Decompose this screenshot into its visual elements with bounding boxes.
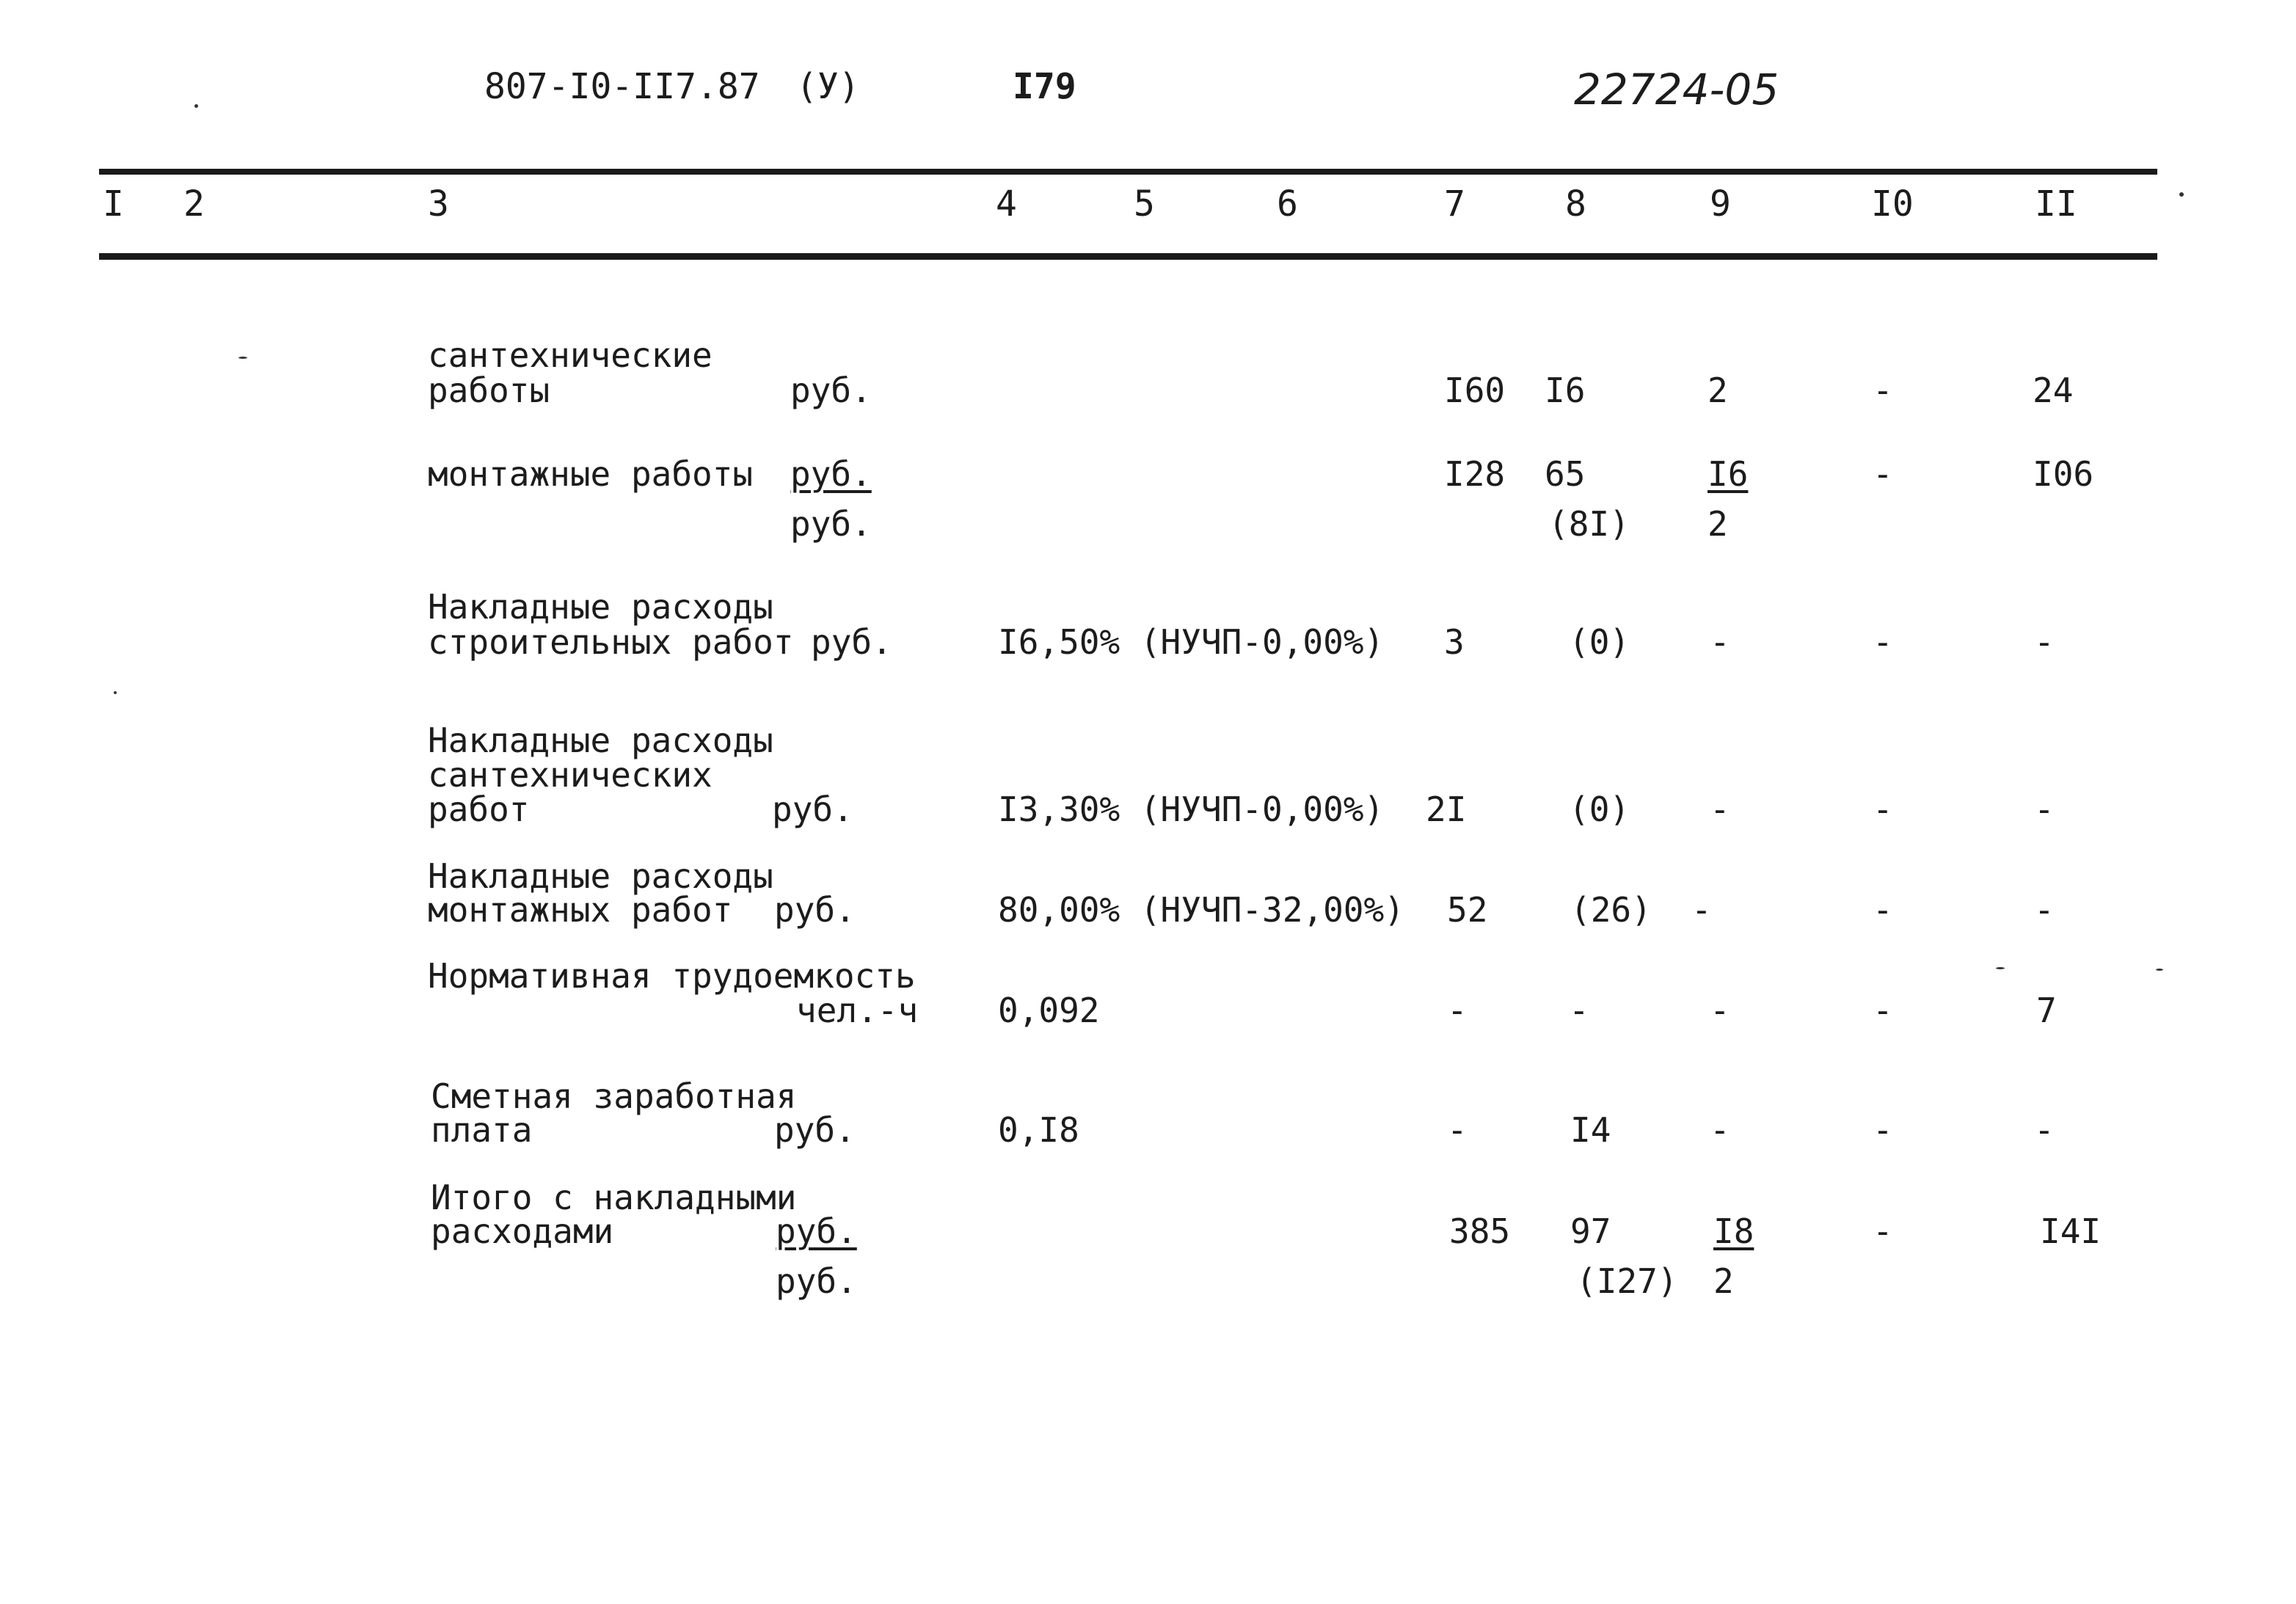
- row-unit: руб.: [772, 790, 853, 829]
- row-name-line: Накладные расходы: [428, 587, 773, 627]
- cell-col-8: 97: [1570, 1211, 1611, 1251]
- cell-col-8: (26): [1570, 890, 1652, 930]
- row-name-line: монтажных работ: [428, 890, 733, 930]
- column-header-1: I: [103, 183, 124, 225]
- column-header-8: 8: [1565, 183, 1586, 225]
- cell-col-9: 2: [1708, 371, 1728, 410]
- cell-col-9: -: [1710, 1110, 1730, 1150]
- cell-col-8: (0): [1569, 622, 1630, 662]
- cell-col-8: I6: [1545, 371, 1586, 410]
- column-header-7: 7: [1444, 183, 1465, 225]
- cell-col-8: I4: [1570, 1110, 1611, 1150]
- row-unit-sub: руб.: [776, 1261, 857, 1301]
- cell-col-8-sub: (8I): [1548, 504, 1630, 544]
- cell-col-8: 65: [1545, 454, 1586, 494]
- row-unit: руб.: [790, 371, 872, 410]
- cell-col-8: -: [1569, 991, 1589, 1030]
- row-name-line: работ: [428, 790, 530, 829]
- row-name-line: плата: [431, 1110, 533, 1150]
- row-unit: руб.: [776, 1211, 857, 1251]
- cell-col-9: I8: [1713, 1211, 1754, 1251]
- row-name-line: строительных работ: [428, 622, 794, 662]
- row-name-line: Нормативная трудоемкость: [428, 956, 916, 996]
- cell-col-10: -: [1873, 371, 1893, 410]
- row-norm: 80,00% (НУЧП-32,00%): [998, 890, 1404, 930]
- row-name-line: Накладные расходы: [428, 721, 773, 760]
- cell-col-7: -: [1447, 1110, 1468, 1150]
- table-top-rule: [99, 169, 2157, 175]
- cell-col-10: -: [1873, 622, 1893, 662]
- row-norm: I3,30% (НУЧП-0,00%): [998, 790, 1385, 829]
- row-unit: чел.-ч: [796, 991, 919, 1030]
- scan-speck: [2179, 192, 2184, 197]
- cell-col-11: -: [2034, 1110, 2055, 1150]
- cell-col-7: 2I: [1426, 790, 1467, 829]
- row-name-line: сантехнические: [428, 335, 713, 375]
- cell-col-7: 3: [1444, 622, 1465, 662]
- cell-col-9: -: [1710, 991, 1730, 1030]
- cell-col-10: -: [1873, 890, 1893, 930]
- cell-col-10: -: [1873, 1211, 1893, 1251]
- row-unit: руб.: [774, 1110, 856, 1150]
- table-header-bottom-rule: [99, 253, 2157, 260]
- scan-speck: [238, 357, 247, 359]
- row-name-line: сантехнических: [428, 755, 713, 795]
- cell-col-7: -: [1447, 991, 1468, 1030]
- cell-col-9-sub: 2: [1708, 504, 1728, 544]
- cell-col-10: -: [1873, 790, 1893, 829]
- column-header-3: 3: [428, 183, 449, 225]
- row-name-line: Итого с накладными: [431, 1178, 797, 1217]
- document-code: 807-I0-II7.87: [484, 66, 760, 107]
- row-unit-sub: руб.: [790, 504, 872, 544]
- cell-col-8-sub: (I27): [1576, 1261, 1678, 1301]
- row-name-line: Сметная заработная: [431, 1076, 797, 1116]
- row-norm: I6,50% (НУЧП-0,00%): [998, 622, 1385, 662]
- row-name-line: Накладные расходы: [428, 856, 773, 896]
- cell-col-7: I60: [1444, 371, 1506, 410]
- page-number: I79: [1013, 66, 1076, 107]
- scan-speck: [2156, 969, 2163, 971]
- row-unit: руб.: [790, 454, 872, 494]
- cell-col-9-sub: 2: [1713, 1261, 1734, 1301]
- cell-col-11: I4I: [2040, 1211, 2102, 1251]
- column-header-2: 2: [183, 183, 205, 225]
- column-header-6: 6: [1277, 183, 1298, 225]
- column-header-10: I0: [1871, 183, 1914, 225]
- scan-speck: [194, 104, 198, 108]
- cell-col-11: -: [2034, 622, 2055, 662]
- cell-col-8: (0): [1569, 790, 1630, 829]
- column-header-11: II: [2035, 183, 2077, 225]
- row-norm: 0,092: [998, 991, 1100, 1030]
- cell-col-7: 52: [1447, 890, 1488, 930]
- inventory-number: 22724-05: [1574, 65, 1779, 114]
- cell-col-11: -: [2034, 890, 2055, 930]
- document-variant: (У): [796, 66, 860, 107]
- cell-col-9: I6: [1708, 454, 1749, 494]
- row-unit: руб.: [774, 890, 856, 930]
- scan-speck: [1996, 967, 2005, 969]
- cell-col-11: 24: [2033, 371, 2074, 410]
- cell-col-11: -: [2034, 790, 2055, 829]
- cell-col-10: -: [1873, 454, 1893, 494]
- cell-col-9: -: [1710, 622, 1730, 662]
- column-header-9: 9: [1710, 183, 1731, 225]
- row-norm: 0,I8: [998, 1110, 1079, 1150]
- cell-col-9: -: [1710, 790, 1730, 829]
- row-name-line: расходами: [431, 1211, 614, 1251]
- row-name-line: работы: [428, 371, 550, 410]
- scan-speck: [114, 691, 117, 694]
- cell-col-7: I28: [1444, 454, 1506, 494]
- row-name-line: монтажные работы: [428, 454, 754, 494]
- row-unit: руб.: [811, 622, 892, 662]
- cell-col-11: I06: [2033, 454, 2094, 494]
- cell-col-10: -: [1873, 991, 1893, 1030]
- cell-col-10: -: [1873, 1110, 1893, 1150]
- column-header-4: 4: [996, 183, 1017, 225]
- cell-col-7: 385: [1449, 1211, 1511, 1251]
- column-header-5: 5: [1134, 183, 1155, 225]
- cell-col-9: -: [1691, 890, 1712, 930]
- cell-col-11: 7: [2036, 991, 2057, 1030]
